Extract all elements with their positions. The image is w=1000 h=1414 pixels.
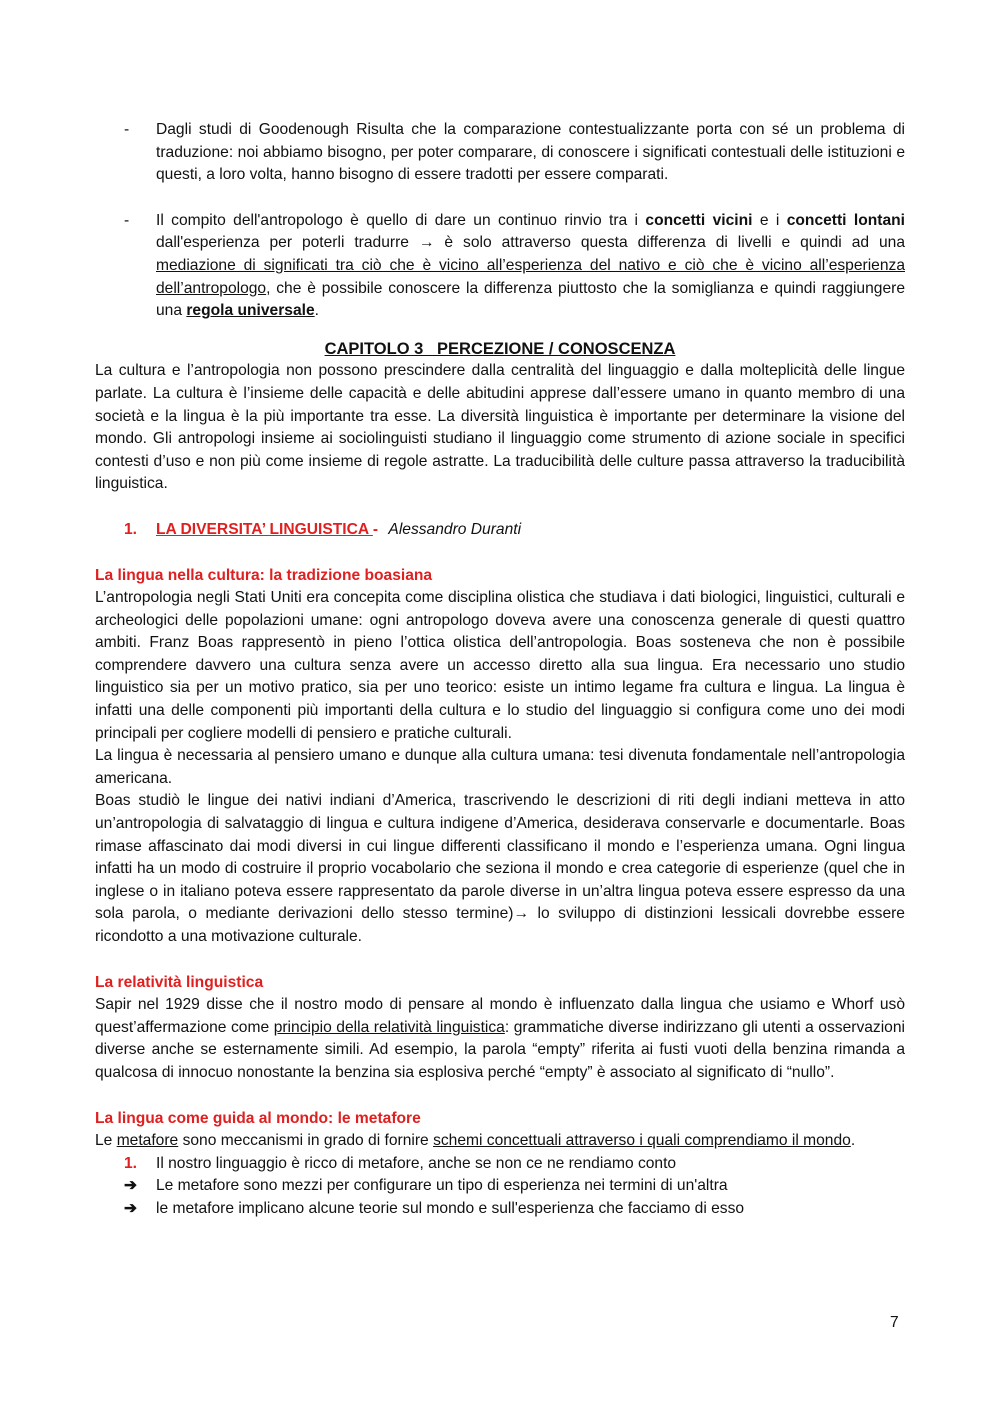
section-heading-diversita: [95, 519, 905, 542]
paragraph-metafore: [95, 1130, 905, 1153]
section-author: Alessandro Duranti: [388, 520, 522, 538]
page-number: 7: [890, 1314, 899, 1331]
bullet-goodenough: [95, 119, 905, 187]
section-dash: -: [372, 520, 383, 538]
text-part: Sapir nel 1929 disse che il nostro modo di pensare al mondo è influenzato dalla lingua che usiamo e Whorf usò quest’affermazione come: [95, 996, 905, 1036]
bullet-text: Dagli studi di Goodenough Risulta che la comparazione contestualizzante porta con sé un problema di traduzione: noi abbiamo bisogno, per poter comparare, di conoscere i significati contestuali delle istituzioni e questi, a loro volta, hanno bisogno di essere tradotti per essere comparati.: [156, 121, 905, 184]
chapter-intro: La cultura e l’antropologia non possono prescindere dalla centralità del linguaggio e dalla molteplicità delle lingue parlate. La cultura è l’insieme delle capacità e delle abitudini apprese dall’essere umano in quanto membro di una società e la lingua è la più importante tra esse. La diversità linguistica è importante per determinare la visione del mondo. Gli antropologi insieme ai sociolinguisti studiano il linguaggio come strumento di azione sociale in specifici contesti d’uso e non più come insieme di regole astratte. La traducibilità delle culture passa attraverso la traducibilità linguistica.: [95, 362, 905, 493]
underlined-schemi: schemi concettuali attraverso i quali comprendiamo il mondo: [433, 1132, 851, 1150]
section-title: LA DIVERSITA’ LINGUISTICA: [156, 520, 373, 538]
subheading-boasiana: La lingua nella cultura: la tradizione boasiana: [95, 566, 433, 584]
list-item: [95, 1198, 905, 1221]
underlined-metafore: metafore: [116, 1132, 179, 1150]
list-item-text: Le metafore sono mezzi per configurare un tipo di esperienza nei termini di un'altra: [156, 1177, 728, 1195]
text-part: : grammatiche diverse indirizzano gli utenti a osservazioni diverse anche se esternamente simili. Ad esempio, la parola “empty” riferita ai fusti vuoti della benzina rimanda a qualcosa di innocuo nonostante la benzina sia esplosiva perché “empty” è associato al significato di “nullo”.: [95, 1018, 905, 1081]
bullet-text-part: , che è possibile conoscere la differenza piuttosto che la somiglianza e quindi raggiungere una: [156, 279, 905, 320]
bullet-text-part: Il compito dell'antropologo è quello di dare un continuo rinvio tra i: [156, 211, 646, 229]
paragraph-relativita: [95, 994, 905, 1084]
bullet-marker: -: [124, 121, 130, 138]
bold-term-concetti-lontani: concetti lontani: [786, 211, 905, 229]
chapter-title: CAPITOLO 3 PERCEZIONE / CONOSCENZA: [324, 339, 676, 358]
bullet-text-part: e i: [752, 211, 787, 229]
bold-underlined-regola-universale: regola universale: [186, 302, 315, 320]
list-item: [95, 1153, 905, 1176]
paragraph-boasiana-1: L’antropologia negli Stati Uniti era concepita come disciplina olistica che studiava i dati biologici, linguistici, culturali e archeologici delle popolazioni umane: ogni antropologo doveva avere una conoscenza generale di questi quattro ambiti. Franz Boas rappresentò in pieno l’ottica olistica dell’antropologia. Boas sosteneva che non è possibile comprendere davvero una cultura senza avere un accesso diretto alla sua lingua. Era necessario uno studio linguistico sia per un motivo pratico, sia per uno teorico: esiste un intimo legame fra cultura e lingua. La lingua è infatti una delle componenti più importanti della cultura e lo studio del linguaggio si configura come uno dei modi principali per cogliere modelli di pensiero e pratiche culturali.: [95, 589, 905, 742]
list-item-text: Il nostro linguaggio è ricco di metafore, anche se non ce ne rendiamo conto: [156, 1154, 677, 1172]
text-part: sono meccanismi in grado di fornire: [178, 1132, 434, 1150]
bold-term-concetti-vicini: concetti vicini: [645, 211, 753, 229]
paragraph-boasiana-3: Boas studiò le lingue dei nativi indiani d’America, trascrivendo le descrizioni di riti degli indiani metteva in atto un’antropologia di salvataggio di lingua e cultura indigene d’America, desiderava conservarle e documentarle. Boas rimase affascinato dai modi diversi in cui lingue differenti classificano il mondo e l’esperienza umana. Ogni lingua infatti ha un modo di costruire il proprio vocabolario che seziona il mondo e crea categorie di esperienze (quel che in inglese o in italiano poteva essere rappresentato da parole diverse in un’altra lingua poteva essere espresso da una sola parola, o mediante derivazioni dello stesso termine)→ lo sviluppo di distinzioni lessicali dovrebbe essere ricondotto a una motivazione culturale.: [95, 792, 905, 945]
bullet-marker: -: [124, 211, 130, 229]
bullet-text-part: .: [314, 302, 319, 320]
list-item: [95, 1175, 905, 1198]
section-number: 1.: [124, 520, 138, 538]
paragraph-boasiana-2: La lingua è necessaria al pensiero umano e dunque alla cultura umana: tesi divenuta fondamentale nell’antropologia americana.: [95, 747, 905, 787]
bullet-text-part: dall'esperienza per poterli tradurre → è solo attraverso questa differenza di livelli e quindi ad una: [156, 234, 905, 252]
text-part: Le: [95, 1132, 117, 1150]
underlined-principio: principio della relatività linguistica: [273, 1018, 505, 1036]
list-item-text: le metafore implicano alcune teorie sul mondo e sull'esperienza che facciamo di esso: [156, 1199, 745, 1217]
list-marker-number: 1.: [124, 1154, 138, 1172]
underlined-mediazione: mediazione di significati tra ciò che è vicino all’esperienza del nativo e ciò che è vicino all’esperienza dell’antropologo: [156, 256, 905, 297]
page-content: [95, 119, 905, 1221]
subheading-relativita: La relatività linguistica: [95, 973, 264, 991]
subheading-metafore: La lingua come guida al mondo: le metafore: [95, 1109, 421, 1127]
text-part: .: [850, 1132, 856, 1150]
bullet-antropologo: [95, 210, 905, 323]
arrow-icon: ➔: [124, 1177, 138, 1195]
arrow-icon: ➔: [124, 1199, 138, 1217]
